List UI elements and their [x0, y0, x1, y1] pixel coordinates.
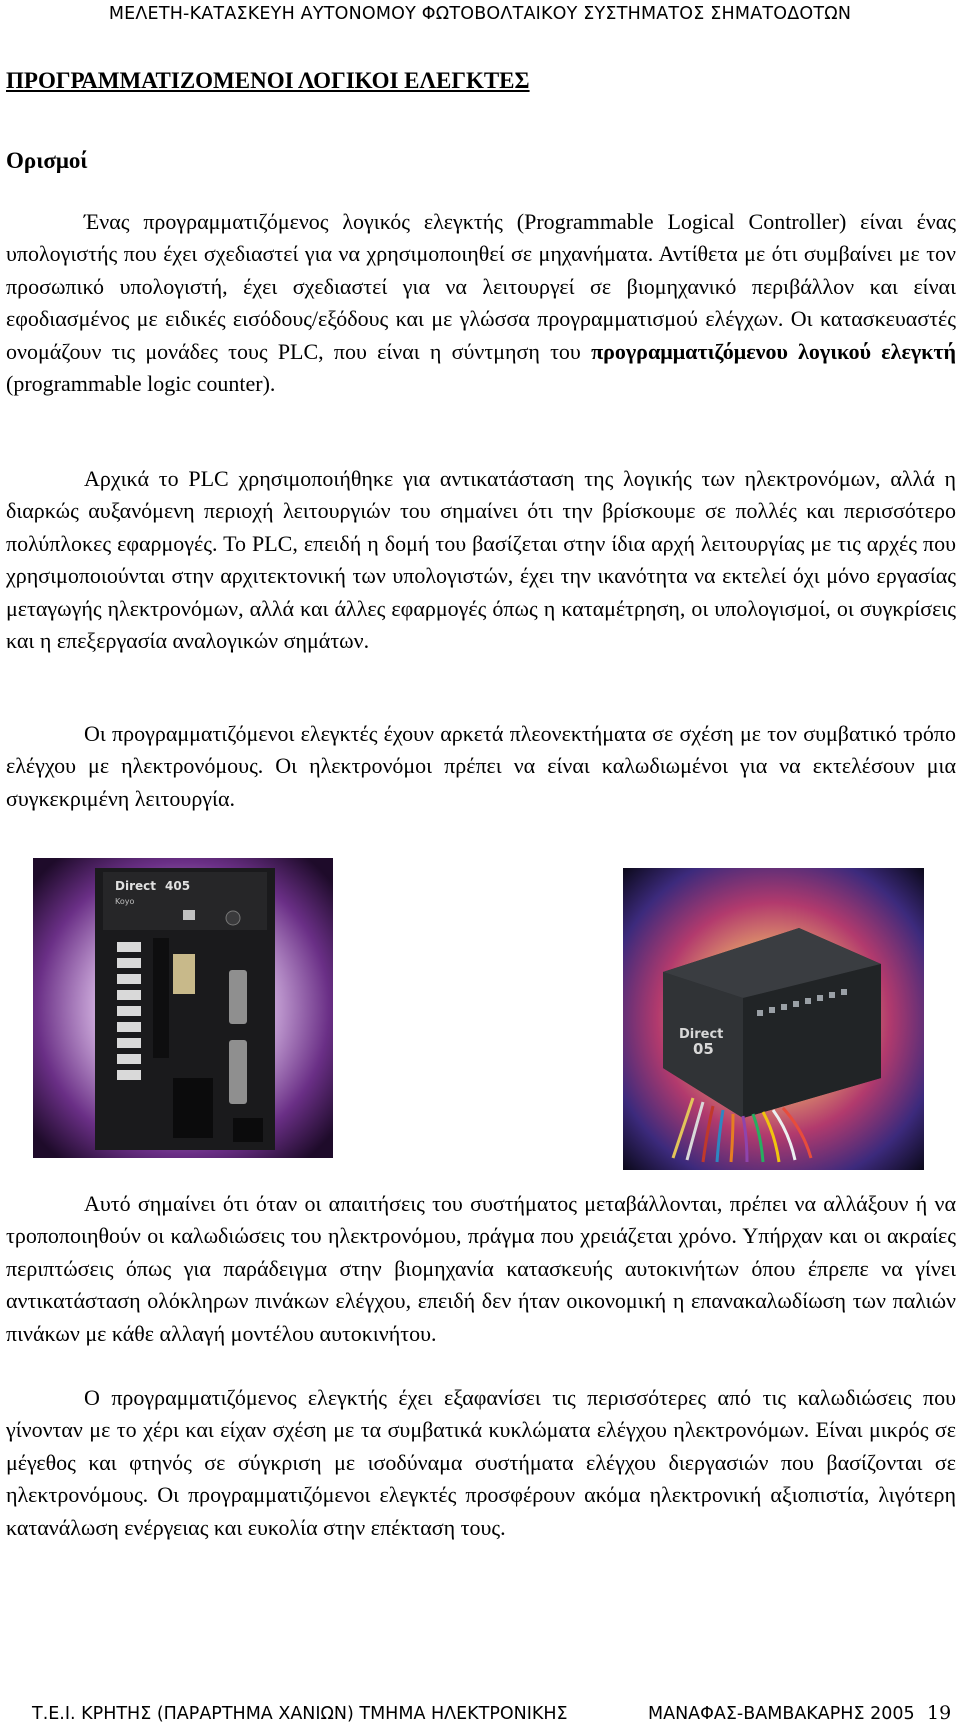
paragraph-definition-end: (programmable logic counter).	[6, 371, 276, 397]
section-subtitle: Ορισμοί	[6, 148, 88, 173]
paragraph-history: Αρχικά το PLC χρησιμοποιήθηκε για αντικατάσταση της λογικής των ηλεκτρονόμων, αλλά η διαρκώς αυξανόμενη περιοχή λειτουργιών του σημαίνει ότι την βρίσκουμε σε πολλές και περισσότερο πολύπλοκες εφαρμογές. Το PLC, επειδή η δομή του βασίζεται στην ίδια αρχή λειτουργίας με τις αρχές που χρησιμοποιούνται στην αρχιτεκτονική των υπολογιστών, έχει την ικανότητα να εκτελεί όχι μόνο εργασίας μεταγωγής ηλεκτρονόμων, αλλά και άλλες εφαρμογές όπως η καταμέτρηση, οι υπολογισμοί, οι συγκρίσεις και η επεξεργασία αναλογικών σημάτων.	[6, 466, 956, 654]
page-number: 19	[927, 1702, 952, 1724]
plc1-brand: Koyo	[115, 897, 135, 906]
plc1-label: Direct	[115, 879, 156, 893]
paragraph-definition	[6, 206, 956, 400]
plc-photo-rack-module	[33, 858, 333, 1158]
footer-institution: Τ.Ε.Ι. ΚΡΗΤΗΣ (ΠΑΡΑΡΤΗΜΑ ΧΑΝΙΩΝ) ΤΜΗΜΑ ΗΛΕΚΤΡΟΝΙΚΗΣ	[32, 1704, 568, 1724]
section-title: ΠΡΟΓΡΑΜΜΑΤΙΖΟΜΕΝΟΙ ΛΟΓΙΚΟΙ ΕΛΕΓΚΤΕΣ	[6, 68, 530, 93]
running-header: ΜΕΛΕΤΗ-ΚΑΤΑΣΚΕΥΗ ΑΥΤΟΝΟΜΟΥ ΦΩΤΟΒΟΛΤΑΙΚΟΥ ΣΥΣΤΗΜΑΤΟΣ ΣΗΜΑΤΟΔΟΤΩΝ	[108, 4, 852, 24]
plc-rack-illustration	[33, 858, 333, 1158]
plc-photo-compact-unit	[623, 868, 924, 1170]
plc-compact-illustration	[623, 868, 924, 1170]
paragraph-summary: Ο προγραμματιζόμενος ελεγκτής έχει εξαφανίσει τις περισσότερες από τις καλωδιώσεις που γίνονταν με το χέρι και είχαν σχέση με τα συμβατικά κυκλώματα ελέγχου ηλεκτρονόμων. Είναι μικρός σε μέγεθος και φτηνός σε σύγκριση με ισοδύναμα συστήματα ελέγχου διεργασιών που βασίζονται σε ηλεκτρονόμους. Οι προγραμματιζόμενοι ελεγκτές προσφέρουν ακόμα ηλεκτρονική αξιοπιστία, λιγότερη κατανάλωση ενέργειας και ευκολία στην επέκταση τους.	[6, 1385, 956, 1540]
plc1-model: 405	[165, 879, 191, 893]
paragraph-advantages: Οι προγραμματιζόμενοι ελεγκτές έχουν αρκετά πλεονεκτήματα σε σχέση με τον συμβατικό τρόπο ελέγχου με ηλεκτρονόμους. Οι ηλεκτρονόμοι πρέπει να είναι καλωδιωμένοι για να εκτελέσουν μια συγκεκριμένη λειτουργία.	[6, 721, 956, 811]
paragraph-definition-bold: προγραμματιζόμενου λογικού ελεγκτή	[591, 338, 956, 364]
footer-authors: ΜΑΝΑΦΑΣ-ΒΑΜΒΑΚΑΡΗΣ 2005	[648, 1704, 915, 1724]
paragraph-wiring: Αυτό σημαίνει ότι όταν οι απαιτήσεις του συστήματος μεταβάλλονται, πρέπει να αλλάξουν ή να τροποποιηθούν οι καλωδιώσεις του ηλεκτρονόμου, πράγμα που χρειάζεται χρόνο. Υπήρχαν και οι ακραίες περιπτώσεις όπως για παράδειγμα στην βιομηχανία κατασκευής αυτοκινήτων όπου έπρεπε να γίνει αντικατάσταση ολόκληρων πινάκων ελέγχου, επειδή δεν ήταν οικονομική η επανακαλωδίωση των παλιών πινάκων με κάθε αλλαγή μοντέλου αυτοκινήτου.	[6, 1191, 956, 1346]
plc2-model: 05	[693, 1040, 714, 1058]
paragraph-definition-start: Ένας προγραμματιζόμενος λογικός ελεγκτής (Programmable Logical Controller) είναι ένας υπολογιστής που έχει σχεδιαστεί για να χρησιμοποιηθεί σε μηχανήματα. Αντίθετα με ότι συμβαίνει με τον προσωπικό υπολογιστή, έχει σχεδιαστεί για να λειτουργεί σε βιομηχανικό περιβάλλον και είναι εφοδιασμένος με ειδικές εισόδους/εξόδους και με γλώσσα προγραμματισμού ελέγχων. Οι κατασκευαστές ονομάζουν τις μονάδες τους PLC, που είναι η σύντμηση του	[6, 209, 956, 364]
plc2-label: Direct	[679, 1027, 724, 1042]
